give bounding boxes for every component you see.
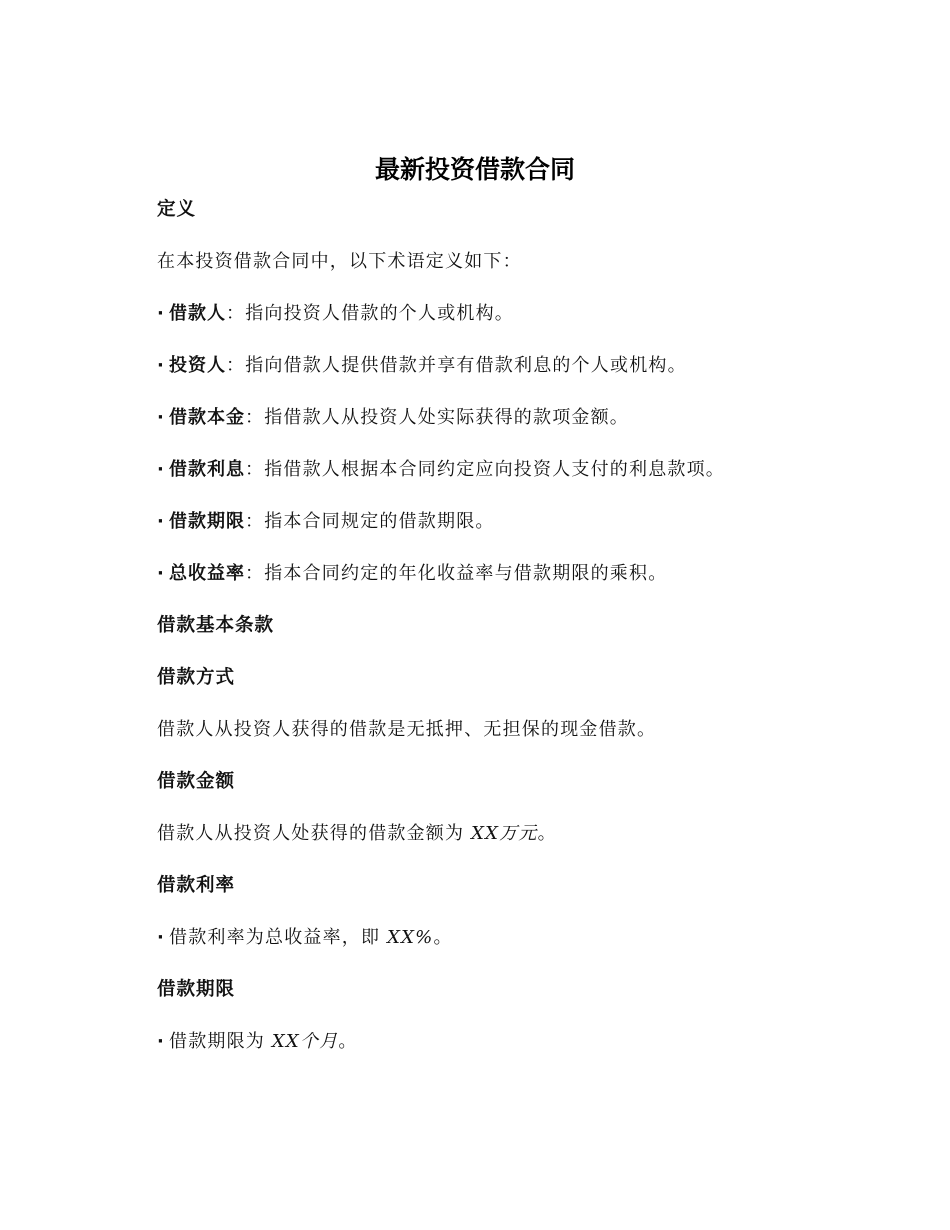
rate-text-before: 借款利率为总收益率，即 (169, 927, 388, 948)
section-heading-definition: 定义 (157, 199, 197, 220)
definition-separator: ： (245, 407, 265, 428)
definition-separator: ： (245, 563, 265, 584)
bullet-marker: · (157, 407, 166, 428)
rate-value: XX% (387, 927, 434, 948)
definition-description: 指借款人根据本合同约定应向投资人支付的利息款项。 (264, 459, 726, 480)
definition-term: 投资人 (169, 355, 226, 376)
period-text (157, 1024, 857, 1076)
document-title: 最新投资借款合同 (374, 155, 575, 184)
amount-text-before: 借款人从投资人处获得的借款金额为 (157, 823, 472, 844)
definition-intro: 在本投资借款合同中，以下术语定义如下： (157, 251, 522, 272)
amount-value: XX万元 (471, 823, 538, 844)
subsection-heading-method: 借款方式 (157, 667, 236, 688)
document-body (157, 192, 857, 1076)
definition-separator: ： (245, 459, 265, 480)
method-text: 借款人从投资人获得的借款是无抵押、无担保的现金借款。 (157, 719, 657, 740)
definition-term: 借款人 (169, 303, 226, 324)
definition-description: 指向借款人提供借款并享有借款利息的个人或机构。 (245, 355, 687, 376)
bullet-marker: · (157, 927, 166, 948)
bullet-marker: · (157, 355, 166, 376)
definition-description: 指本合同约定的年化收益率与借款期限的乘积。 (264, 563, 668, 584)
amount-text-after: 。 (537, 823, 557, 844)
amount-text (157, 816, 857, 868)
bullet-marker: · (157, 563, 166, 584)
definition-description: 指向投资人借款的个人或机构。 (245, 303, 515, 324)
definition-separator: ： (226, 303, 246, 324)
section-heading-basic-terms: 借款基本条款 (157, 615, 275, 636)
definition-item (157, 348, 857, 400)
rate-text (157, 920, 857, 972)
subsection-heading-period: 借款期限 (157, 979, 236, 1000)
definition-description: 指本合同规定的借款期限。 (264, 511, 495, 532)
definition-term: 借款利息 (169, 459, 245, 480)
definition-item (157, 556, 857, 608)
bullet-marker: · (157, 459, 166, 480)
period-text-after: 。 (338, 1031, 358, 1052)
definition-item (157, 504, 857, 556)
bullet-marker: · (157, 1031, 166, 1052)
definition-item (157, 296, 857, 348)
subsection-heading-amount: 借款金额 (157, 771, 236, 792)
rate-text-after: 。 (433, 927, 453, 948)
definition-term: 总收益率 (169, 563, 245, 584)
subsection-heading-rate: 借款利率 (157, 875, 236, 896)
definition-description: 指借款人从投资人处实际获得的款项金额。 (264, 407, 630, 428)
definition-separator: ： (226, 355, 246, 376)
definition-item (157, 452, 857, 504)
bullet-marker: · (157, 511, 166, 532)
period-text-before: 借款期限为 (169, 1031, 272, 1052)
period-value: XX个月 (271, 1031, 339, 1052)
definition-term: 借款本金 (169, 407, 245, 428)
definition-item (157, 400, 857, 452)
definition-term: 借款期限 (169, 511, 245, 532)
definition-separator: ： (245, 511, 265, 532)
bullet-marker: · (157, 303, 166, 324)
